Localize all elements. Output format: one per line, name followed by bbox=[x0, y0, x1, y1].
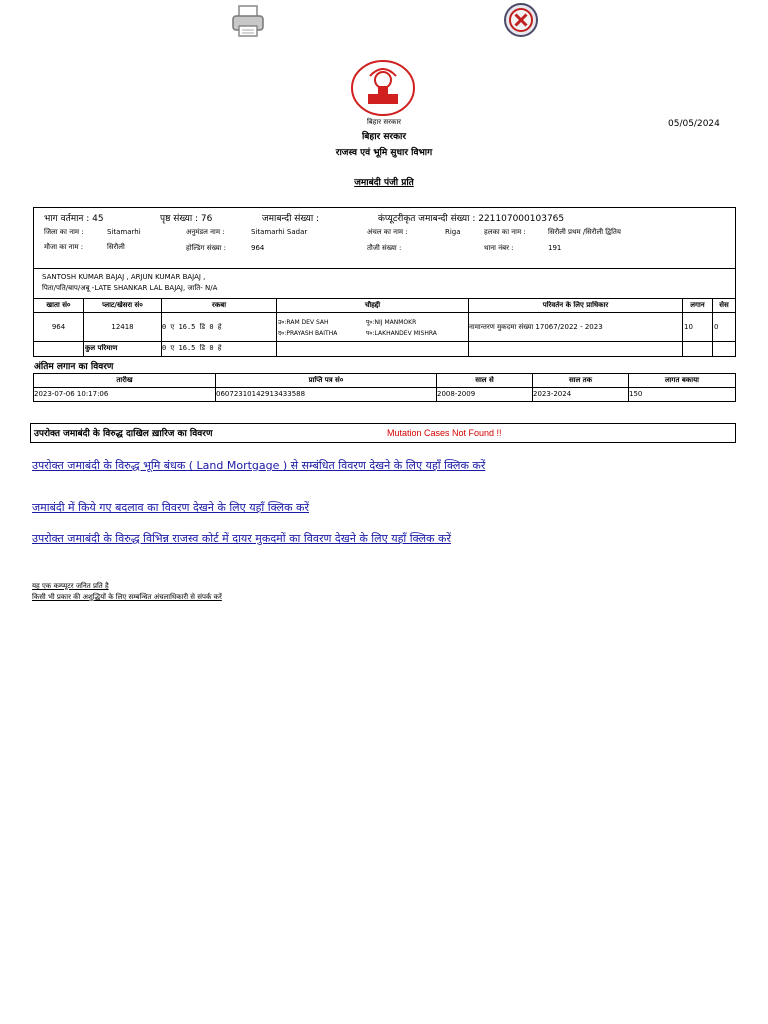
col-pradhikar: परिवर्तन के लिए प्राधिकार bbox=[542, 301, 609, 309]
mutation-status: Mutation Cases Not Found !! bbox=[387, 428, 502, 438]
lagaan-col-due: लागत बकाया bbox=[665, 376, 699, 384]
land-mortgage-link[interactable]: उपरोक्त जमाबंदी के विरुद्ध भूमि बंधक ( Land Mortgage ) से सम्बंधित विवरण देखने के लिए यहाँ क्लिक करें bbox=[32, 459, 486, 472]
halka-label: हलका का नाम : bbox=[484, 228, 526, 236]
chauhaddi-west: प०:LAKHANDEV MISHRA bbox=[366, 330, 437, 337]
khata-value: 964 bbox=[51, 323, 66, 331]
summary-divider bbox=[33, 268, 736, 269]
jamabandi-sankhya: जमाबन्दी संख्या : bbox=[262, 214, 320, 224]
mutation-label: उपरोक्त जमाबंदी के विरुद्ध दाखिल ख़ारिज का विवरण bbox=[34, 429, 213, 439]
lagaan-due: 150 bbox=[629, 390, 643, 398]
lagaan-value: 10 bbox=[684, 323, 693, 331]
lagaan-col-from: साल से bbox=[475, 376, 494, 384]
close-button[interactable] bbox=[503, 2, 539, 38]
holding-value: 964 bbox=[251, 244, 265, 252]
owner-father: पिता/पति/बाप/अबू -LATE SHANKAR LAL BAJAJ, जाति- N/A bbox=[42, 284, 218, 292]
khesra-value: 12418 bbox=[111, 323, 134, 331]
chauhaddi-south: द०:PRAYASH BAITHA bbox=[278, 330, 338, 337]
doc-title: जमाबंदी पंजी प्रति bbox=[354, 178, 414, 188]
printer-icon bbox=[229, 2, 267, 40]
lagaan-to: 2023-2024 bbox=[533, 390, 572, 398]
owner-names: SANTOSH KUMAR BAJAJ , ARJUN KUMAR BAJAJ , bbox=[42, 273, 206, 281]
lagaan-from: 2008-2009 bbox=[437, 390, 476, 398]
lagaan-col-receipt: प्राप्ति पत्र सं० bbox=[308, 376, 344, 384]
anchal-label: अंचल का नाम : bbox=[367, 228, 408, 236]
gov-name: बिहार सरकार bbox=[361, 132, 407, 142]
col-khata: खाता सं० bbox=[46, 301, 71, 309]
col-ses: सेस bbox=[719, 301, 729, 309]
total-label: कुल परिमाण bbox=[85, 344, 118, 352]
col-rakba: रकबा bbox=[211, 301, 227, 309]
mauja-label: मौजा का नाम : bbox=[44, 243, 84, 251]
anchal-value: Riga bbox=[445, 228, 461, 236]
anumandal-value: Sitamarhi Sadar bbox=[251, 228, 308, 236]
col-khesra: प्लाट/खेसरा सं० bbox=[102, 301, 143, 309]
dept-name: राजस्व एवं भूमि सुधार विभाग bbox=[335, 148, 433, 158]
ses-value: 0 bbox=[714, 323, 719, 331]
lagaan-col-to: साल तक bbox=[568, 376, 593, 384]
prishth-sankhya: पृष्ठ संख्या : 76 bbox=[160, 214, 213, 224]
col-chauhaddi: चौहद्दी bbox=[364, 301, 381, 309]
pradhikar-value: नामान्तरण मुकदमा संख्या 17067/2022 - 2023 bbox=[469, 323, 603, 331]
zila-label: जिला का नाम : bbox=[44, 228, 84, 236]
footer-note-1: यह एक कम्प्यूटर जनित प्रति है bbox=[32, 582, 109, 590]
report-date: 05/05/2024 bbox=[668, 119, 720, 129]
lagaan-col-date: तारीख bbox=[116, 376, 133, 384]
lagaan-receipt: 0607231014291343358​8 bbox=[216, 390, 306, 398]
halka-value: सिरौली प्रथम /सिरौली द्वितिय bbox=[548, 228, 621, 236]
emblem-caption: बिहार सरकार bbox=[366, 118, 402, 126]
rakba-value: 0 ए 16.5 डि 0 हे bbox=[162, 323, 222, 331]
col-lagaan: लगान bbox=[690, 301, 705, 309]
chauhaddi-north: उ०:RAM DEV SAH bbox=[278, 319, 329, 326]
chauhaddi-east: पू०:NIJ MANMOKR bbox=[366, 319, 417, 326]
holding-label: होल्डिंग संख्या : bbox=[186, 244, 227, 252]
thana-label: थाना नंबर : bbox=[484, 244, 514, 252]
mauja-value: सिरौली bbox=[107, 243, 125, 251]
court-cases-link[interactable]: उपरोक्त जमाबंदी के विरुद्ध विभिन्न राजस्व कोर्ट में दायर मुकदमों का विवरण देखने के लिए यहाँ क्लिक करें bbox=[32, 532, 451, 545]
lagaan-date: 2023-07-06 10:17:06 bbox=[34, 390, 109, 398]
lagaan-title: अंतिम लगान का विवरण bbox=[34, 362, 114, 372]
zila-value: Sitamarhi bbox=[107, 228, 141, 236]
jamabandi-changes-link[interactable]: जमाबंदी में किये गए बदलाव का विवरण देखने के लिए यहाँ क्लिक करें bbox=[32, 501, 309, 514]
bhag-vartaman: भाग वर्तमान : 45 bbox=[44, 214, 104, 224]
footer-note-2: किसी भी प्रकार की अशुद्धियों के लिए सम्बन्धित अंचलाधिकारी से संपर्क करें bbox=[32, 593, 222, 601]
computerized-jamabandi: कंप्यूटरीकृत जमाबन्दी संख्या : 221107000103765 bbox=[378, 214, 565, 224]
total-value: 0 ए 16.5 डि 0 हे bbox=[162, 344, 222, 352]
tauji-label: तौजी संख्या : bbox=[367, 244, 402, 252]
thana-value: 191 bbox=[548, 244, 562, 252]
print-button[interactable] bbox=[229, 2, 267, 40]
close-circle-icon bbox=[503, 2, 539, 38]
bihar-emblem bbox=[350, 60, 416, 116]
anumandal-label: अनुमंडल नाम : bbox=[186, 228, 225, 236]
